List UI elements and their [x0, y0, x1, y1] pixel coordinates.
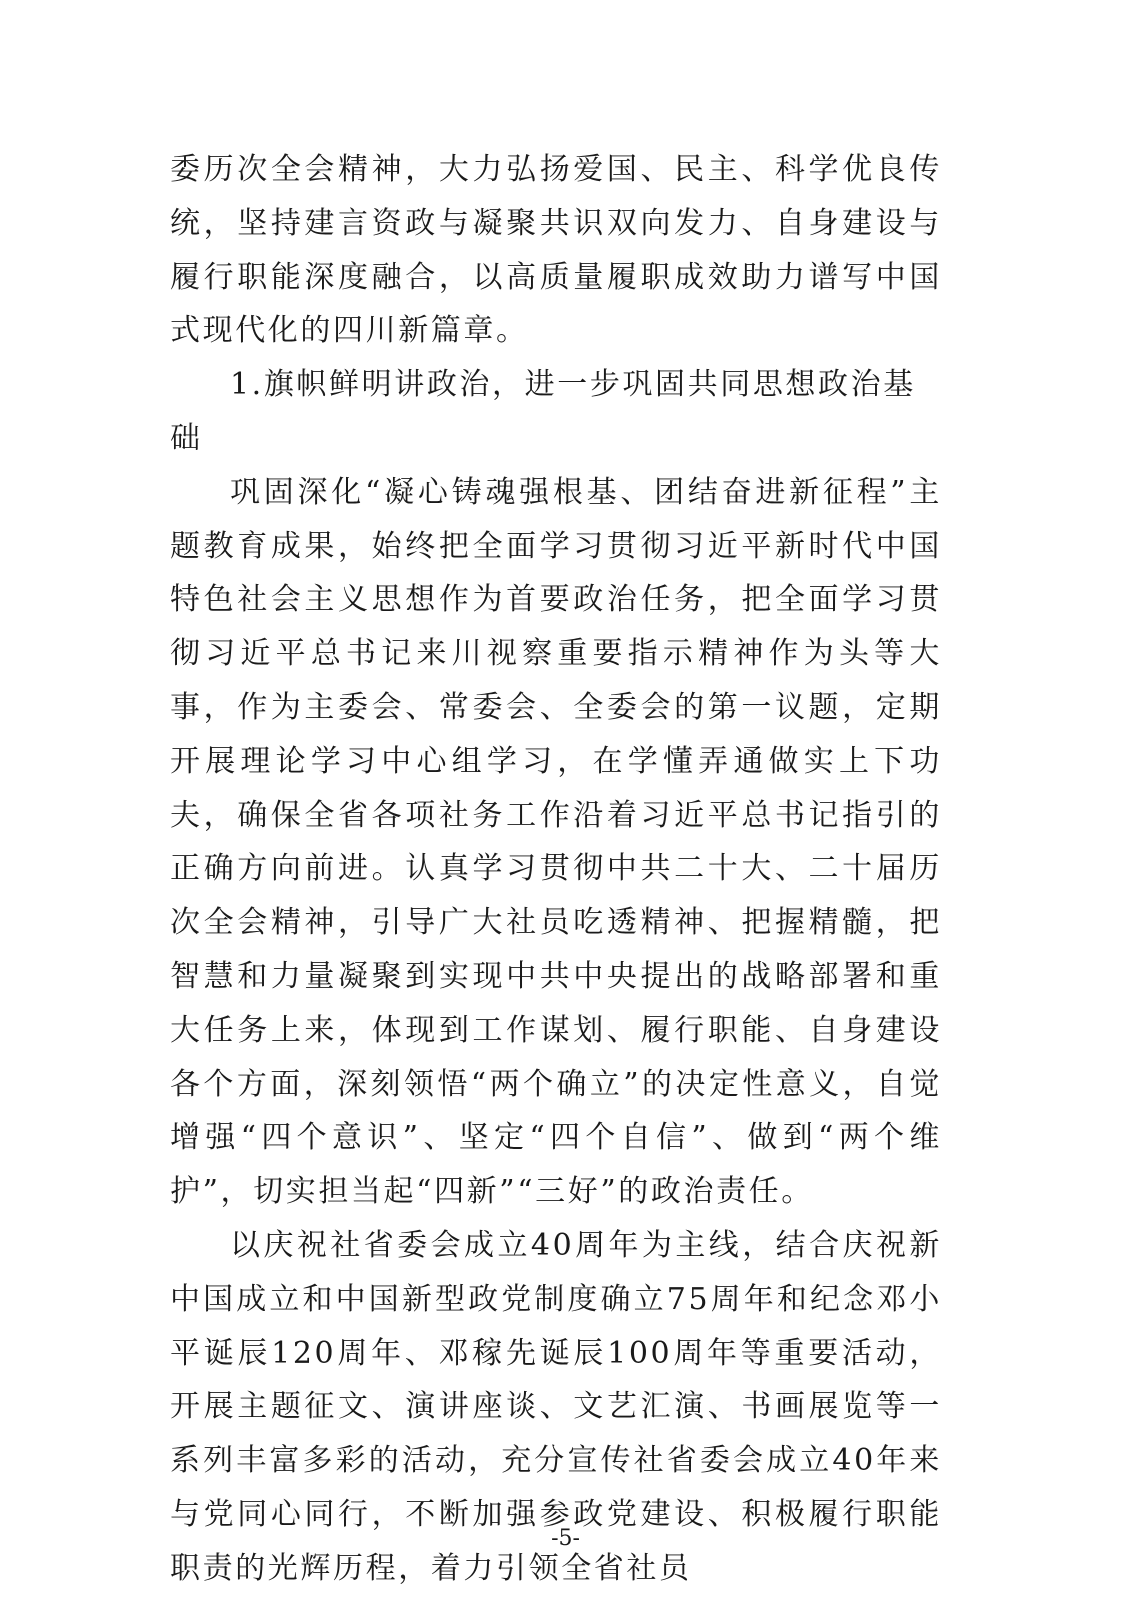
paragraph-political-study: 巩固深化“凝心铸魂强根基、团结奋进新征程”主题教育成果，始终把全面学习贯彻习近平新时代中国特色社会主义思想作为首要政治任务，把全面学习贯彻习近平总书记来川视察重要指示精神作为头等大事，作为主委会、常委会、全委会的第一议题，定期开展理论学习中心组学习，在学懂弄通做实上下功夫，确保全省各项社务工作沿着习近平总书记指引的正确方向前进。认真学习贯彻中共二十大、二十届历次全会精神，引导广大社员吃透精神、把握精髓，把智慧和力量凝聚到实现中共中央提出的战略部署和重大任务上来，体现到工作谋划、履行职能、自身建设各个方面，深刻领悟“两个确立”的决定性意义，自觉增强“四个意识”、坚定“四个自信”、做到“两个维护”，切实担当起“四新”“三好”的政治责任。 — [170, 474, 942, 1210]
paragraph-continuation: 委历次全会精神，大力弘扬爱国、民主、科学优良传统，坚持建言资政与凝聚共识双向发力、自身建设与履行职能深度融合，以高质量履职成效助力谱写中国式现代化的四川新篇章。 — [170, 152, 942, 349]
document-body — [170, 143, 942, 1596]
paragraph-anniversary: 以庆祝社省委会成立40周年为主线，结合庆祝新中国成立和中国新型政党制度确立75周年和纪念邓小平诞辰120周年、邓稼先诞辰100周年等重要活动，开展主题征文、演讲座谈、文艺汇演、书画展览等一系列丰富多彩的活动，充分宣传社省委会成立40年来与党同心同行，不断加强参政党建设、积极履行职能职责的光辉历程，着力引领全省社员 — [170, 1227, 942, 1586]
page-number: -5- — [551, 1526, 580, 1551]
section-heading: 1.旗帜鲜明讲政治，进一步巩固共同思想政治基础 — [170, 367, 916, 456]
